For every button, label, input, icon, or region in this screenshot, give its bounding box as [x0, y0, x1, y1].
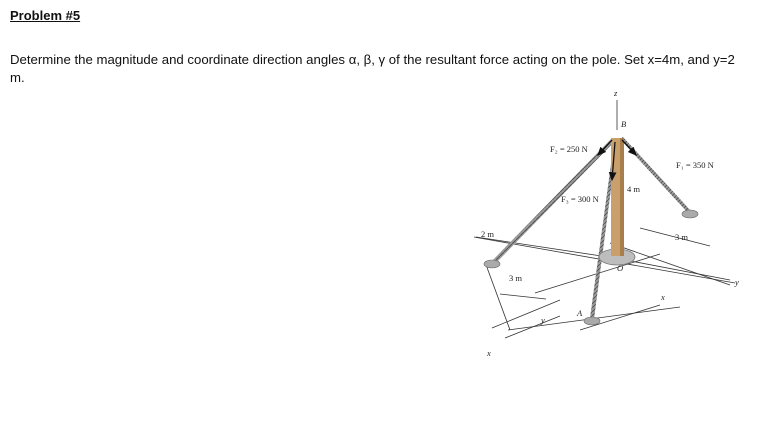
pole-shadow [620, 138, 624, 256]
f1-label: F₁ = 350 N [676, 160, 714, 170]
arrow-f1 [622, 140, 636, 155]
y-axis-label-left: y [541, 315, 545, 325]
z-axis-label: z [614, 88, 618, 98]
y-axis-label-right: y [735, 277, 739, 287]
problem-statement: Determine the magnitude and coordinate direction angles α, β, γ of the resultant force acting on the pole. Set x=4m, and y=2 m. [10, 52, 735, 85]
dim-3m-right-label: 3 m [675, 232, 688, 242]
f3-label: F₃ = 300 N [561, 194, 599, 204]
x-axis-label-left: x [487, 348, 491, 358]
dim-3m-left-label: 3 m [509, 273, 522, 283]
anchor-left [484, 260, 500, 268]
x-axis-label-right: x [661, 292, 665, 302]
arrow-f2 [598, 140, 612, 155]
dim-2m-label: 2 m [481, 229, 494, 239]
anchor-a [584, 317, 600, 325]
problem-heading: Problem #5 [10, 8, 81, 23]
origin-label: O [617, 263, 624, 273]
f2-label: F₂ = 250 N [550, 144, 588, 154]
anchor-right [682, 210, 698, 218]
point-b-label: B [621, 119, 627, 129]
height-label: 4 m [627, 184, 640, 194]
point-a-label: A [577, 308, 583, 318]
